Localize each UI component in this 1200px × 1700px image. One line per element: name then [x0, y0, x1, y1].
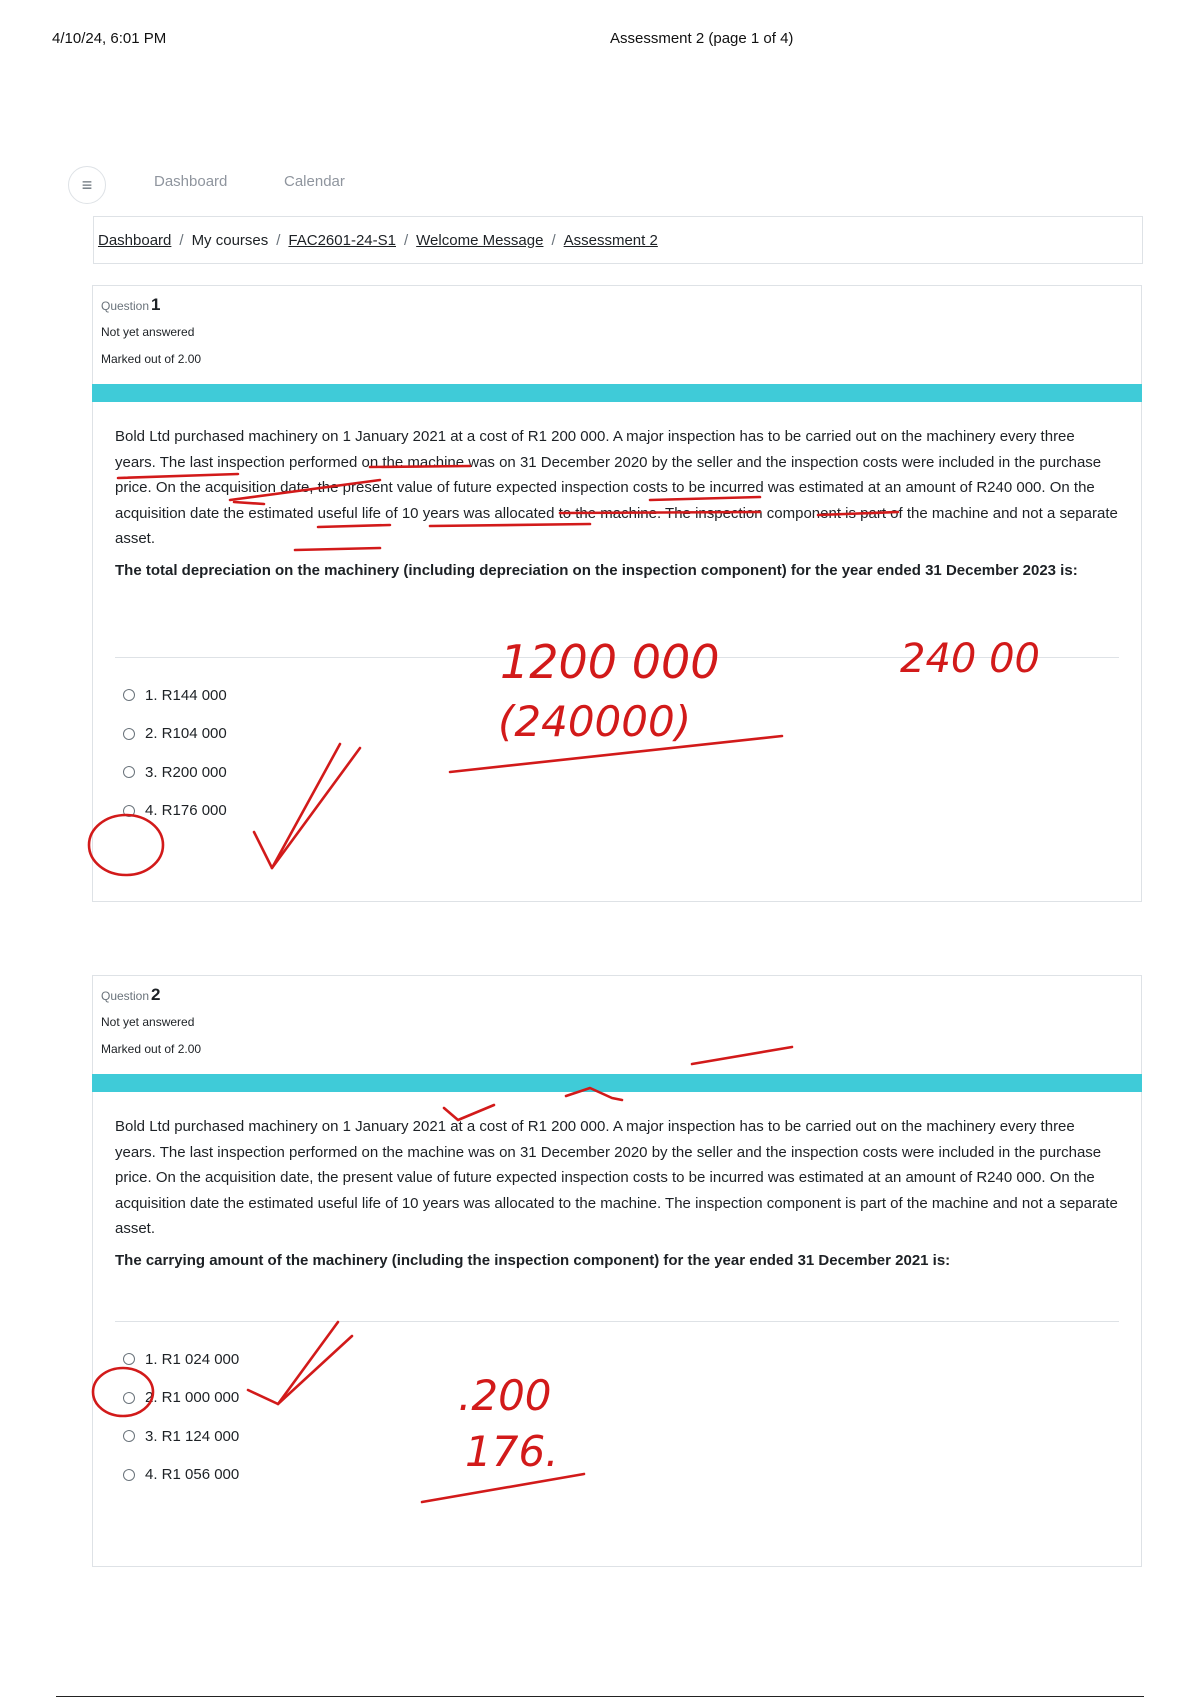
- radio-button[interactable]: [123, 1469, 135, 1481]
- answer-option[interactable]: [123, 676, 1119, 715]
- question-1-card: [92, 285, 1142, 902]
- radio-button[interactable]: [123, 1430, 135, 1442]
- option-label: 1. R1 024 000: [145, 1350, 240, 1368]
- breadcrumb-dashboard[interactable]: Dashboard: [98, 231, 172, 249]
- answer-options: [115, 658, 1119, 830]
- breadcrumb-my-courses: My courses: [191, 231, 269, 249]
- question-number: Question 1: [101, 295, 161, 314]
- answer-option[interactable]: [123, 753, 1119, 792]
- question-prompt: The total depreciation on the machinery (including depreciation on the inspection component) for the year ended 31 December 2023 is:: [115, 561, 1078, 579]
- print-datetime: 4/10/24, 6:01 PM: [52, 30, 167, 47]
- question-prompt: The carrying amount of the machinery (including the inspection component) for the year ended 31 December 2021 is:: [115, 1251, 951, 1269]
- page-bottom-rule: [56, 1696, 1144, 1697]
- question-info: [93, 286, 1141, 384]
- note-q1-a: 1200 000: [500, 635, 720, 689]
- radio-button[interactable]: [123, 805, 135, 817]
- question-text: Bold Ltd purchased machinery on 1 January 2021 at a cost of R1 200 000. A major inspection has to be carried out on the machinery every three years. The last inspection performed on the machine was on 31 December 2020 by the seller and the inspection costs were included in the purchase price. On the acquisition date, the present value of future expected inspection costs to be incurred was estimated at an amount of R240 000. On the acquisition date the estimated useful life of 10 years was allocated to the machine. The inspection component is part of the machine and not a separate asset.: [115, 1118, 1118, 1237]
- breadcrumb: [93, 216, 1143, 264]
- breadcrumb-separator: /: [551, 231, 556, 249]
- option-label: 2. R104 000: [145, 725, 227, 743]
- note-q1-c: 240 00: [900, 636, 1040, 682]
- breadcrumb-separator: /: [404, 231, 409, 249]
- breadcrumb-welcome-message[interactable]: Welcome Message: [416, 231, 544, 249]
- question-marks: Marked out of 2.00: [101, 352, 202, 366]
- breadcrumb-separator: /: [276, 231, 281, 249]
- radio-button[interactable]: [123, 1392, 135, 1404]
- answer-option[interactable]: [123, 1456, 1119, 1495]
- answer-option[interactable]: [123, 1340, 1119, 1379]
- answer-option[interactable]: [123, 1379, 1119, 1418]
- option-label: 2. R1 000 000: [145, 1389, 240, 1407]
- question-info: [93, 976, 1141, 1074]
- option-label: 3. R1 124 000: [145, 1427, 240, 1445]
- radio-button[interactable]: [123, 766, 135, 778]
- answer-option[interactable]: [123, 715, 1119, 754]
- answer-option[interactable]: [123, 1417, 1119, 1456]
- radio-button[interactable]: [123, 1353, 135, 1365]
- option-label: 4. R176 000: [145, 802, 227, 820]
- print-title: Assessment 2 (page 1 of 4): [610, 30, 794, 47]
- note-q2-a: .200: [458, 1371, 552, 1420]
- note-q1-b: (240000): [498, 697, 692, 746]
- note-q2-b: 176.: [465, 1427, 559, 1476]
- answer-option[interactable]: [123, 792, 1119, 831]
- question-2-card: [92, 975, 1142, 1567]
- question-state: Not yet answered: [101, 1015, 195, 1029]
- question-marks: Marked out of 2.00: [101, 1042, 202, 1056]
- hamburger-icon[interactable]: ≡: [68, 166, 106, 204]
- radio-button[interactable]: [123, 689, 135, 701]
- question-number: Question 2: [101, 985, 161, 1004]
- question-text: Bold Ltd purchased machinery on 1 January 2021 at a cost of R1 200 000. A major inspection has to be carried out on the machinery every three years. The last inspection performed on the machine was on 31 December 2020 by the seller and the inspection costs were included in the purchase price. On the acquisition date, the present value of future expected inspection costs to be incurred was estimated at an amount of R240 000. On the acquisition date the estimated useful life of 10 years was allocated to the machine. The inspection component is part of the machine and not a separate asset.: [115, 428, 1118, 547]
- question-accent-bar: [92, 384, 1142, 402]
- nav-dashboard[interactable]: Dashboard: [154, 173, 228, 190]
- breadcrumb-separator: /: [179, 231, 184, 249]
- option-label: 4. R1 056 000: [145, 1466, 240, 1484]
- answer-options: [115, 1322, 1119, 1494]
- option-label: 1. R144 000: [145, 686, 227, 704]
- option-label: 3. R200 000: [145, 763, 227, 781]
- breadcrumb-assessment[interactable]: Assessment 2: [563, 231, 658, 249]
- nav-calendar[interactable]: Calendar: [284, 173, 345, 190]
- question-accent-bar: [92, 1074, 1142, 1092]
- question-state: Not yet answered: [101, 325, 195, 339]
- radio-button[interactable]: [123, 728, 135, 740]
- breadcrumb-course[interactable]: FAC2601-24-S1: [288, 231, 396, 249]
